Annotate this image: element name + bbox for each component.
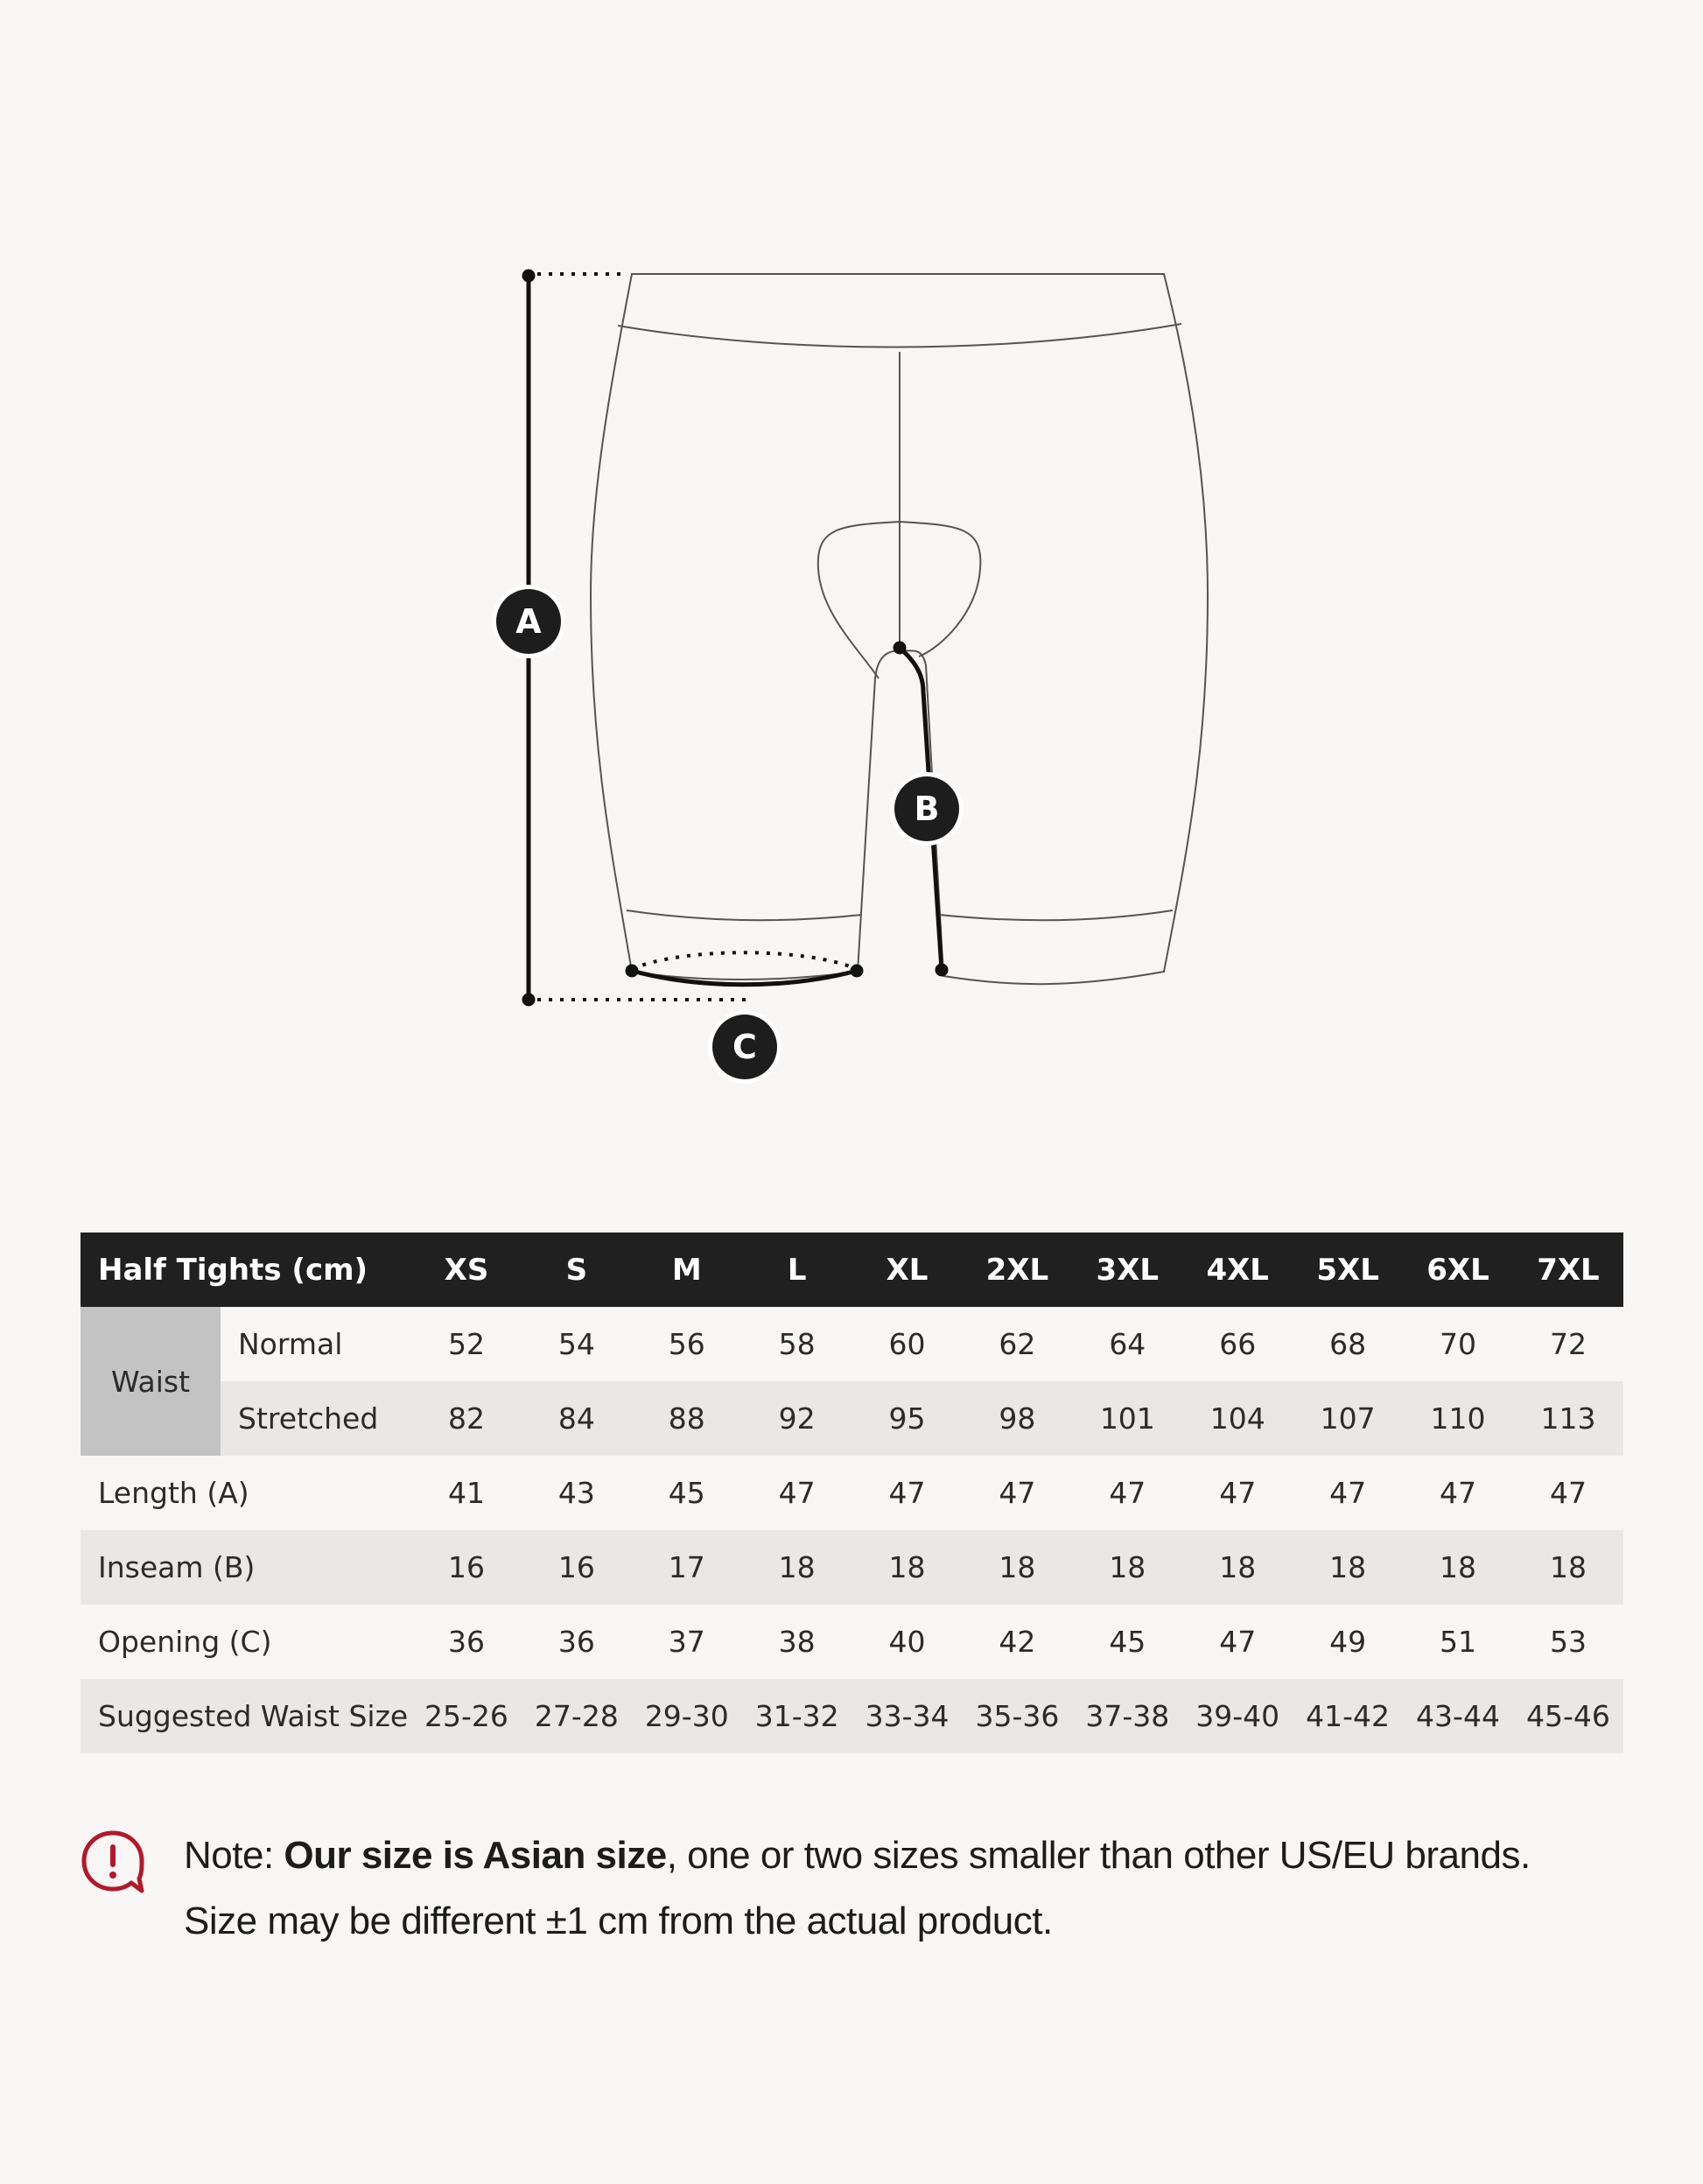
size-header: 6XL — [1403, 1232, 1513, 1307]
table-cell: 47 — [1182, 1456, 1293, 1530]
row-label: Opening (C) — [81, 1605, 411, 1679]
table-cell: 36 — [522, 1605, 632, 1679]
size-header: XL — [852, 1232, 963, 1307]
table-cell: 43 — [522, 1456, 632, 1530]
table-cell: 60 — [852, 1307, 963, 1381]
size-header: L — [742, 1232, 852, 1307]
size-header: 2XL — [962, 1232, 1072, 1307]
table-cell: 72 — [1513, 1307, 1623, 1381]
table-cell: 18 — [962, 1530, 1072, 1605]
table-cell: 47 — [962, 1456, 1072, 1530]
svg-text:C: C — [732, 1028, 757, 1066]
table-cell: 98 — [962, 1381, 1072, 1456]
note-bold: Our size is Asian size — [284, 1834, 667, 1877]
table-cell: 54 — [522, 1307, 632, 1381]
svg-text:B: B — [914, 790, 940, 828]
table-row-waist-stretched — [81, 1381, 1623, 1456]
stretched-label: Stretched — [238, 1401, 379, 1436]
table-cell: 27-28 — [522, 1679, 632, 1753]
table-cell: 47 — [1182, 1605, 1293, 1679]
table-cell: 41 — [411, 1456, 522, 1530]
table-title: Half Tights (cm) — [81, 1232, 411, 1307]
table-cell: 113 — [1513, 1381, 1623, 1456]
marker-c — [708, 1010, 781, 1084]
table-cell: 101 — [1072, 1381, 1182, 1456]
table-cell: 84 — [522, 1381, 632, 1456]
note-prefix: Note: — [184, 1834, 284, 1877]
table-cell: 40 — [852, 1605, 963, 1679]
table-cell: 45-46 — [1513, 1679, 1623, 1753]
table-cell: 47 — [1513, 1456, 1623, 1530]
table-cell: 42 — [962, 1605, 1072, 1679]
table-cell: 51 — [1403, 1605, 1513, 1679]
table-cell: 39-40 — [1182, 1679, 1293, 1753]
table-cell: 88 — [632, 1381, 742, 1456]
table-cell: 18 — [1403, 1530, 1513, 1605]
table-cell: 52 — [411, 1307, 522, 1381]
table-cell: 18 — [742, 1530, 852, 1605]
size-header: S — [522, 1232, 632, 1307]
table-cell: 58 — [742, 1307, 852, 1381]
table-row — [81, 1679, 1623, 1753]
table-cell: 110 — [1403, 1381, 1513, 1456]
table-cell: 95 — [852, 1381, 963, 1456]
table-cell: 43-44 — [1403, 1679, 1513, 1753]
size-header: M — [632, 1232, 742, 1307]
table-cell: 56 — [632, 1307, 742, 1381]
table-cell: 16 — [522, 1530, 632, 1605]
table-cell: 47 — [1072, 1456, 1182, 1530]
table-cell: 47 — [1403, 1456, 1513, 1530]
table-cell: 53 — [1513, 1605, 1623, 1679]
table-cell: 64 — [1072, 1307, 1182, 1381]
table-cell: 35-36 — [962, 1679, 1072, 1753]
table-cell: 45 — [1072, 1605, 1182, 1679]
shorts-outline — [591, 274, 1208, 984]
row-label: Suggested Waist Size — [81, 1679, 411, 1753]
table-cell: 36 — [411, 1605, 522, 1679]
table-cell: 37 — [632, 1605, 742, 1679]
table-row — [81, 1456, 1623, 1530]
table-cell: 18 — [852, 1530, 963, 1605]
svg-text:A: A — [515, 602, 542, 641]
table-cell: 25-26 — [411, 1679, 522, 1753]
table-cell: 33-34 — [852, 1679, 963, 1753]
size-header: 5XL — [1293, 1232, 1403, 1307]
note-line-1 — [184, 1822, 1671, 1888]
table-cell: 29-30 — [632, 1679, 742, 1753]
marker-b — [890, 772, 964, 846]
table-cell: 47 — [852, 1456, 963, 1530]
table-cell: 107 — [1293, 1381, 1403, 1456]
marker-a — [492, 585, 565, 658]
size-header: XS — [411, 1232, 522, 1307]
table-cell: 92 — [742, 1381, 852, 1456]
table-cell: 18 — [1513, 1530, 1623, 1605]
note-rest: , one or two sizes smaller than other US/EU brands. — [666, 1834, 1531, 1877]
table-row — [81, 1530, 1623, 1605]
note-text — [184, 1822, 1671, 1954]
table-cell: 68 — [1293, 1307, 1403, 1381]
table-header-row — [81, 1232, 1623, 1307]
table-cell: 41-42 — [1293, 1679, 1403, 1753]
table-cell: 47 — [742, 1456, 852, 1530]
normal-label: Normal — [238, 1327, 343, 1361]
table-cell: 18 — [1182, 1530, 1293, 1605]
table-cell: 82 — [411, 1381, 522, 1456]
table-cell: 38 — [742, 1605, 852, 1679]
table-cell: 47 — [1293, 1456, 1403, 1530]
table-cell: 18 — [1293, 1530, 1403, 1605]
table-cell: 49 — [1293, 1605, 1403, 1679]
table-cell: 45 — [632, 1456, 742, 1530]
note-line-2: Size may be different ±1 cm from the actual product. — [184, 1900, 1053, 1942]
measurement-lines — [522, 270, 948, 1006]
size-header: 4XL — [1182, 1232, 1293, 1307]
size-header: 3XL — [1072, 1232, 1182, 1307]
table-cell: 18 — [1072, 1530, 1182, 1605]
size-chart-table — [81, 1232, 1623, 1753]
table-cell: 70 — [1403, 1307, 1513, 1381]
table-cell: 62 — [962, 1307, 1072, 1381]
size-header: 7XL — [1513, 1232, 1623, 1307]
table-cell: 17 — [632, 1530, 742, 1605]
row-label: Length (A) — [81, 1456, 411, 1530]
table-row-waist-normal — [81, 1307, 1623, 1381]
table-row — [81, 1605, 1623, 1679]
table-cell: 66 — [1182, 1307, 1293, 1381]
waist-group-label: Waist — [110, 1364, 191, 1399]
table-cell: 104 — [1182, 1381, 1293, 1456]
table-cell: 37-38 — [1072, 1679, 1182, 1753]
row-label: Inseam (B) — [81, 1530, 411, 1605]
alert-speech-bubble-icon — [81, 1829, 145, 1894]
table-cell: 16 — [411, 1530, 522, 1605]
table-cell: 31-32 — [742, 1679, 852, 1753]
